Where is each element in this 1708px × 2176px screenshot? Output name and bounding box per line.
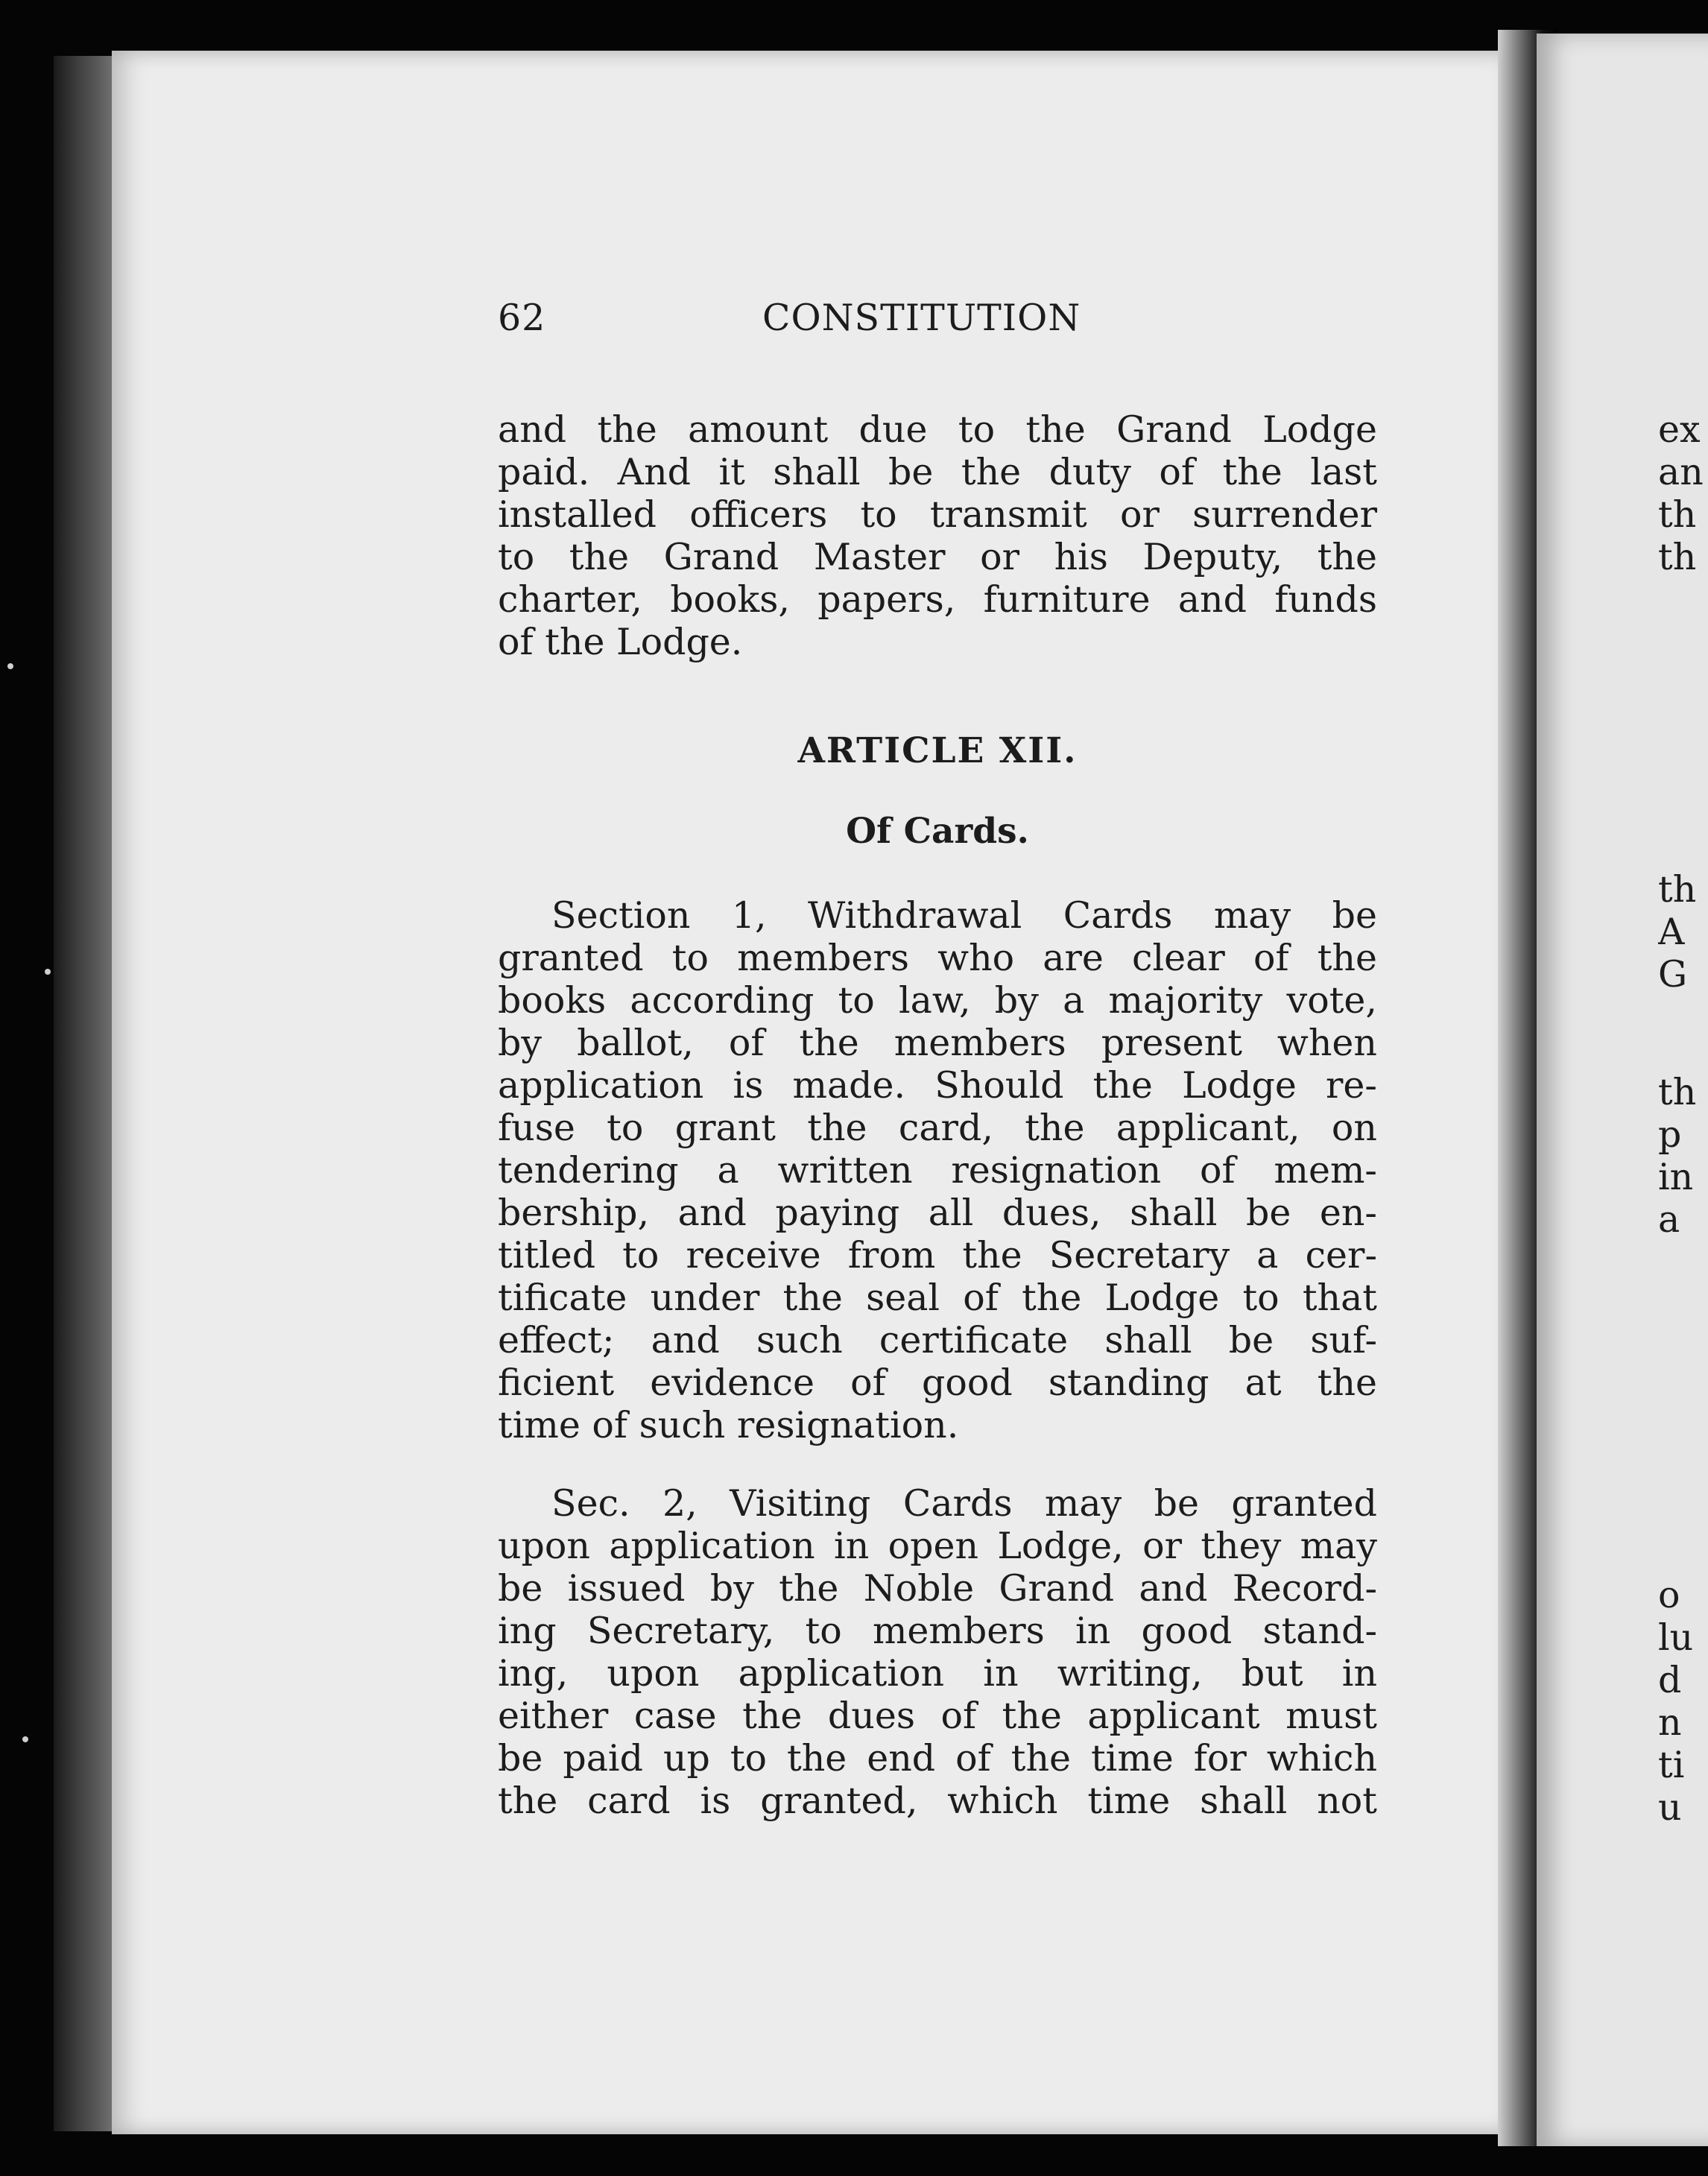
text-line: Sec. 2, Visiting Cards may be granted bbox=[551, 1482, 1377, 1525]
text-line: application is made. Should the Lodge re- bbox=[498, 1064, 1377, 1107]
facing-fragment: u bbox=[1658, 1786, 1682, 1829]
scan-speck bbox=[22, 1736, 28, 1742]
text-line: to the Grand Master or his Deputy, the bbox=[498, 536, 1377, 578]
facing-fragment: an bbox=[1658, 451, 1704, 493]
text-line: fuse to grant the card, the applicant, on bbox=[498, 1107, 1377, 1149]
text-line: time of such resignation. bbox=[498, 1404, 959, 1446]
text-line: installed officers to transmit or surrender bbox=[498, 493, 1377, 536]
scan-speck bbox=[7, 663, 13, 669]
facing-page-fragment-group-4 bbox=[1658, 1574, 1708, 1829]
text-line: tendering a written resignation of mem- bbox=[498, 1149, 1377, 1192]
facing-fragment: th bbox=[1658, 868, 1697, 911]
text-line: the card is granted, which time shall not bbox=[498, 1780, 1377, 1822]
text-line: ing, upon application in writing, but in bbox=[498, 1652, 1377, 1695]
facing-fragment: n bbox=[1658, 1701, 1682, 1744]
text-line: by ballot, of the members present when bbox=[498, 1022, 1377, 1064]
facing-page-fragment-group-2 bbox=[1658, 868, 1708, 996]
text-line: bership, and paying all dues, shall be en- bbox=[498, 1192, 1377, 1234]
text-line: books according to law, by a majority vote, bbox=[498, 979, 1377, 1022]
scan-speck bbox=[45, 969, 51, 975]
facing-page-fragment-group-1 bbox=[1658, 408, 1708, 578]
text-line: be paid up to the end of the time for which bbox=[498, 1737, 1377, 1780]
facing-fragment: ex bbox=[1658, 408, 1701, 451]
text-line: be issued by the Noble Grand and Record- bbox=[498, 1567, 1377, 1610]
text-line: either case the dues of the applicant must bbox=[498, 1695, 1377, 1737]
article-subheading: Of Cards. bbox=[846, 811, 1029, 852]
text-line: upon application in open Lodge, or they may bbox=[498, 1525, 1377, 1567]
facing-fragment: lu bbox=[1658, 1616, 1694, 1659]
article-heading: ARTICLE XII. bbox=[797, 730, 1078, 771]
text-line: of the Lodge. bbox=[498, 621, 743, 663]
text-line: charter, books, papers, furniture and funds bbox=[498, 578, 1377, 621]
facing-fragment: p bbox=[1658, 1113, 1682, 1156]
section-2-paragraph bbox=[498, 1482, 1377, 1822]
facing-fragment: a bbox=[1658, 1198, 1680, 1241]
text-line: titled to receive from the Secretary a cer- bbox=[498, 1234, 1377, 1277]
facing-fragment: th bbox=[1658, 493, 1697, 536]
continuation-paragraph bbox=[498, 408, 1377, 663]
running-head bbox=[498, 297, 1377, 341]
page-number: 62 bbox=[498, 297, 546, 339]
facing-fragment: ti bbox=[1658, 1744, 1685, 1786]
text-line: and the amount due to the Grand Lodge bbox=[498, 408, 1377, 451]
facing-fragment: th bbox=[1658, 1071, 1697, 1113]
facing-fragment: o bbox=[1658, 1574, 1680, 1616]
text-line: ing Secretary, to members in good stand- bbox=[498, 1610, 1377, 1652]
text-line: effect; and such certificate shall be suf- bbox=[498, 1319, 1377, 1361]
text-line: granted to members who are clear of the bbox=[498, 937, 1377, 979]
text-line: tificate under the seal of the Lodge to that bbox=[498, 1277, 1377, 1319]
running-title: CONSTITUTION bbox=[762, 297, 1081, 339]
text-line: paid. And it shall be the duty of the last bbox=[498, 451, 1377, 493]
page-text-column bbox=[498, 297, 1377, 1822]
facing-page-fragment-group-3 bbox=[1658, 1071, 1708, 1241]
facing-fragment: A bbox=[1658, 911, 1685, 953]
facing-fragment: in bbox=[1658, 1156, 1694, 1198]
text-line: Section 1, Withdrawal Cards may be bbox=[551, 894, 1377, 937]
facing-fragment: th bbox=[1658, 536, 1697, 578]
section-1-paragraph bbox=[498, 894, 1377, 1446]
facing-fragment: d bbox=[1658, 1659, 1682, 1701]
facing-fragment: G bbox=[1658, 953, 1688, 996]
text-line: ficient evidence of good standing at the bbox=[498, 1361, 1377, 1404]
